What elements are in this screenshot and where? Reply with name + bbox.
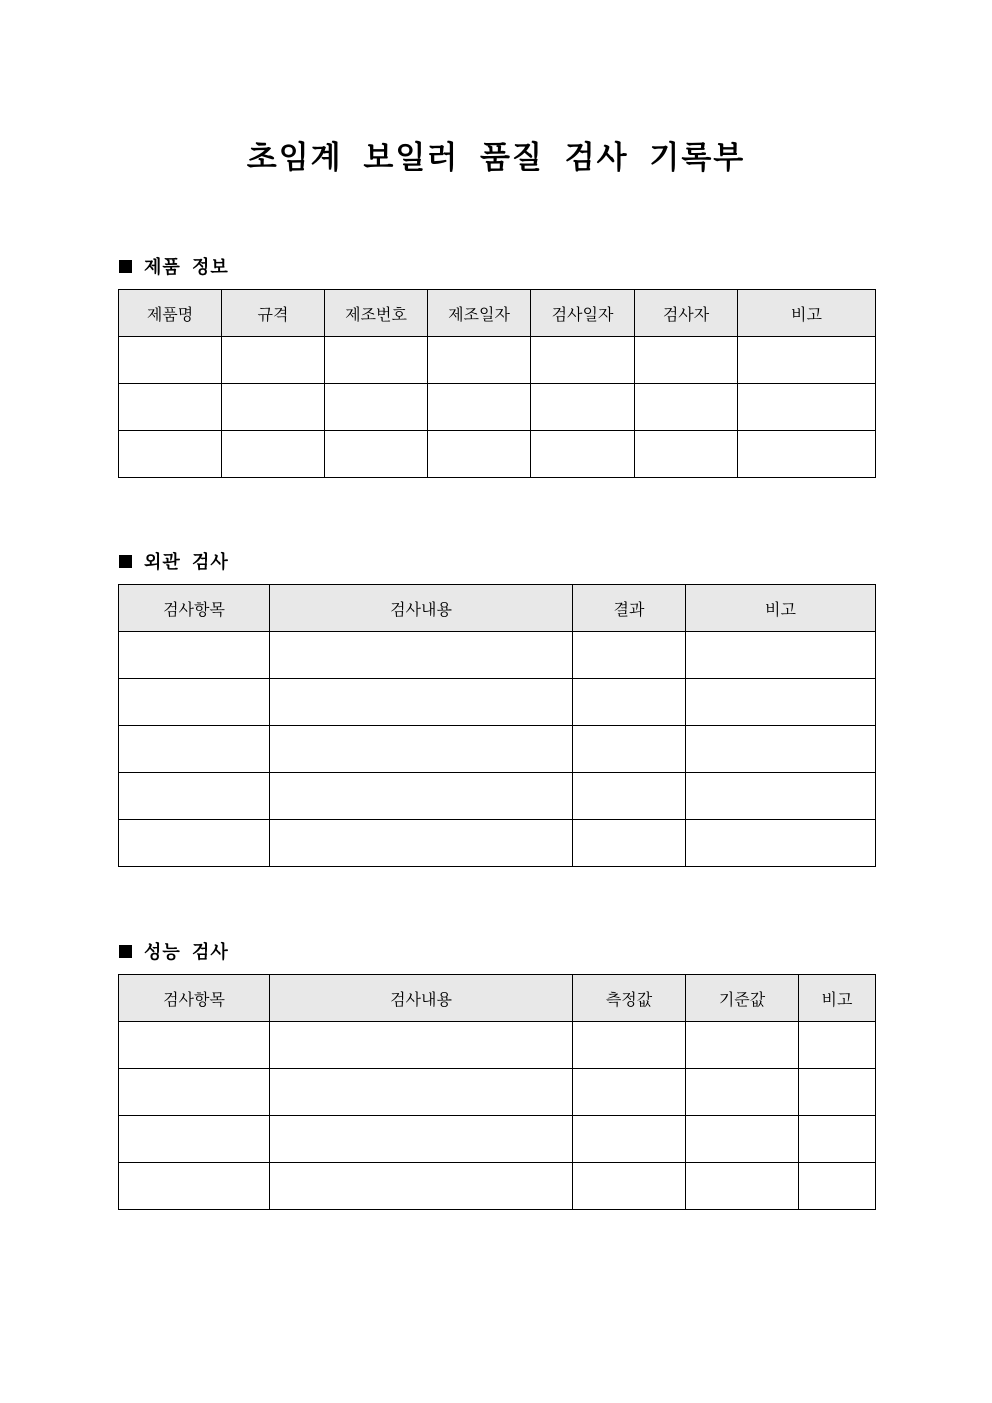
table-cell[interactable] [222,431,325,478]
column-header: 측정값 [573,975,686,1022]
table-header-row [119,585,876,632]
table-cell[interactable] [428,337,531,384]
table-cell[interactable] [119,384,222,431]
table-cell[interactable] [119,773,270,820]
section-title: 외관 검사 [144,552,229,573]
table-cell[interactable] [270,1069,573,1116]
table-header-row [119,290,876,337]
table-cell[interactable] [119,1116,270,1163]
table-cell[interactable] [325,431,428,478]
table-cell[interactable] [738,431,876,478]
table-cell[interactable] [531,337,635,384]
table-cell[interactable] [428,384,531,431]
square-bullet-icon [119,555,132,568]
table-row [119,1022,876,1069]
column-header: 검사내용 [270,975,573,1022]
table-cell[interactable] [119,1163,270,1210]
column-header: 검사자 [635,290,738,337]
table-cell[interactable] [573,773,686,820]
table-cell[interactable] [686,632,876,679]
table-row [119,1163,876,1210]
square-bullet-icon [119,945,132,958]
table-cell[interactable] [799,1163,876,1210]
performance-inspection-table [118,974,876,1210]
table-cell[interactable] [686,1069,799,1116]
table-cell[interactable] [686,1163,799,1210]
table-cell[interactable] [738,337,876,384]
table-cell[interactable] [119,679,270,726]
table-cell[interactable] [686,1116,799,1163]
column-header: 제품명 [119,290,222,337]
table-cell[interactable] [573,1069,686,1116]
appearance-inspection-table [118,584,876,867]
table-cell[interactable] [635,337,738,384]
table-row [119,1069,876,1116]
column-header: 비고 [738,290,876,337]
product-info-table [118,289,876,478]
table-cell[interactable] [531,431,635,478]
table-header-row [119,975,876,1022]
table-cell[interactable] [573,679,686,726]
table-cell[interactable] [738,384,876,431]
document-title: 초임계 보일러 품질 검사 기록부 [246,140,746,176]
table-row [119,384,876,431]
table-cell[interactable] [270,679,573,726]
section-heading-performance-inspection [119,938,229,964]
section-title: 성능 검사 [144,942,229,963]
table-cell[interactable] [635,431,738,478]
table-cell[interactable] [686,1022,799,1069]
table-row [119,820,876,867]
table-row [119,679,876,726]
column-header: 검사일자 [531,290,635,337]
table-cell[interactable] [119,1022,270,1069]
table-cell[interactable] [119,337,222,384]
table-cell[interactable] [325,337,428,384]
table-cell[interactable] [119,1069,270,1116]
table-cell[interactable] [799,1116,876,1163]
table-cell[interactable] [573,1163,686,1210]
table-cell[interactable] [119,632,270,679]
table-cell[interactable] [573,632,686,679]
table-cell[interactable] [119,820,270,867]
table-row [119,773,876,820]
table-cell[interactable] [222,384,325,431]
table-cell[interactable] [222,337,325,384]
section-heading-appearance-inspection [119,548,229,574]
column-header: 비고 [799,975,876,1022]
table-cell[interactable] [531,384,635,431]
section-heading-product-info [119,253,229,279]
table-cell[interactable] [119,726,270,773]
column-header: 검사항목 [119,975,270,1022]
table-row [119,337,876,384]
column-header: 검사내용 [270,585,573,632]
table-cell[interactable] [799,1069,876,1116]
column-header: 기준값 [686,975,799,1022]
table-cell[interactable] [270,1116,573,1163]
column-header: 검사항목 [119,585,270,632]
table-cell[interactable] [270,1022,573,1069]
table-cell[interactable] [799,1022,876,1069]
table-cell[interactable] [686,726,876,773]
table-cell[interactable] [573,726,686,773]
table-cell[interactable] [635,384,738,431]
table-row [119,632,876,679]
table-row [119,1116,876,1163]
table-cell[interactable] [270,632,573,679]
table-cell[interactable] [686,679,876,726]
table-cell[interactable] [270,1163,573,1210]
column-header: 결과 [573,585,686,632]
column-header: 제조번호 [325,290,428,337]
table-cell[interactable] [428,431,531,478]
table-cell[interactable] [270,726,573,773]
column-header: 비고 [686,585,876,632]
section-title: 제품 정보 [144,257,229,278]
square-bullet-icon [119,260,132,273]
table-cell[interactable] [573,1022,686,1069]
table-cell[interactable] [325,384,428,431]
table-cell[interactable] [573,820,686,867]
table-cell[interactable] [686,773,876,820]
table-cell[interactable] [270,773,573,820]
column-header: 제조일자 [428,290,531,337]
table-cell[interactable] [119,431,222,478]
table-cell[interactable] [686,820,876,867]
table-cell[interactable] [573,1116,686,1163]
column-header: 규격 [222,290,325,337]
table-row [119,726,876,773]
table-cell[interactable] [270,820,573,867]
table-row [119,431,876,478]
